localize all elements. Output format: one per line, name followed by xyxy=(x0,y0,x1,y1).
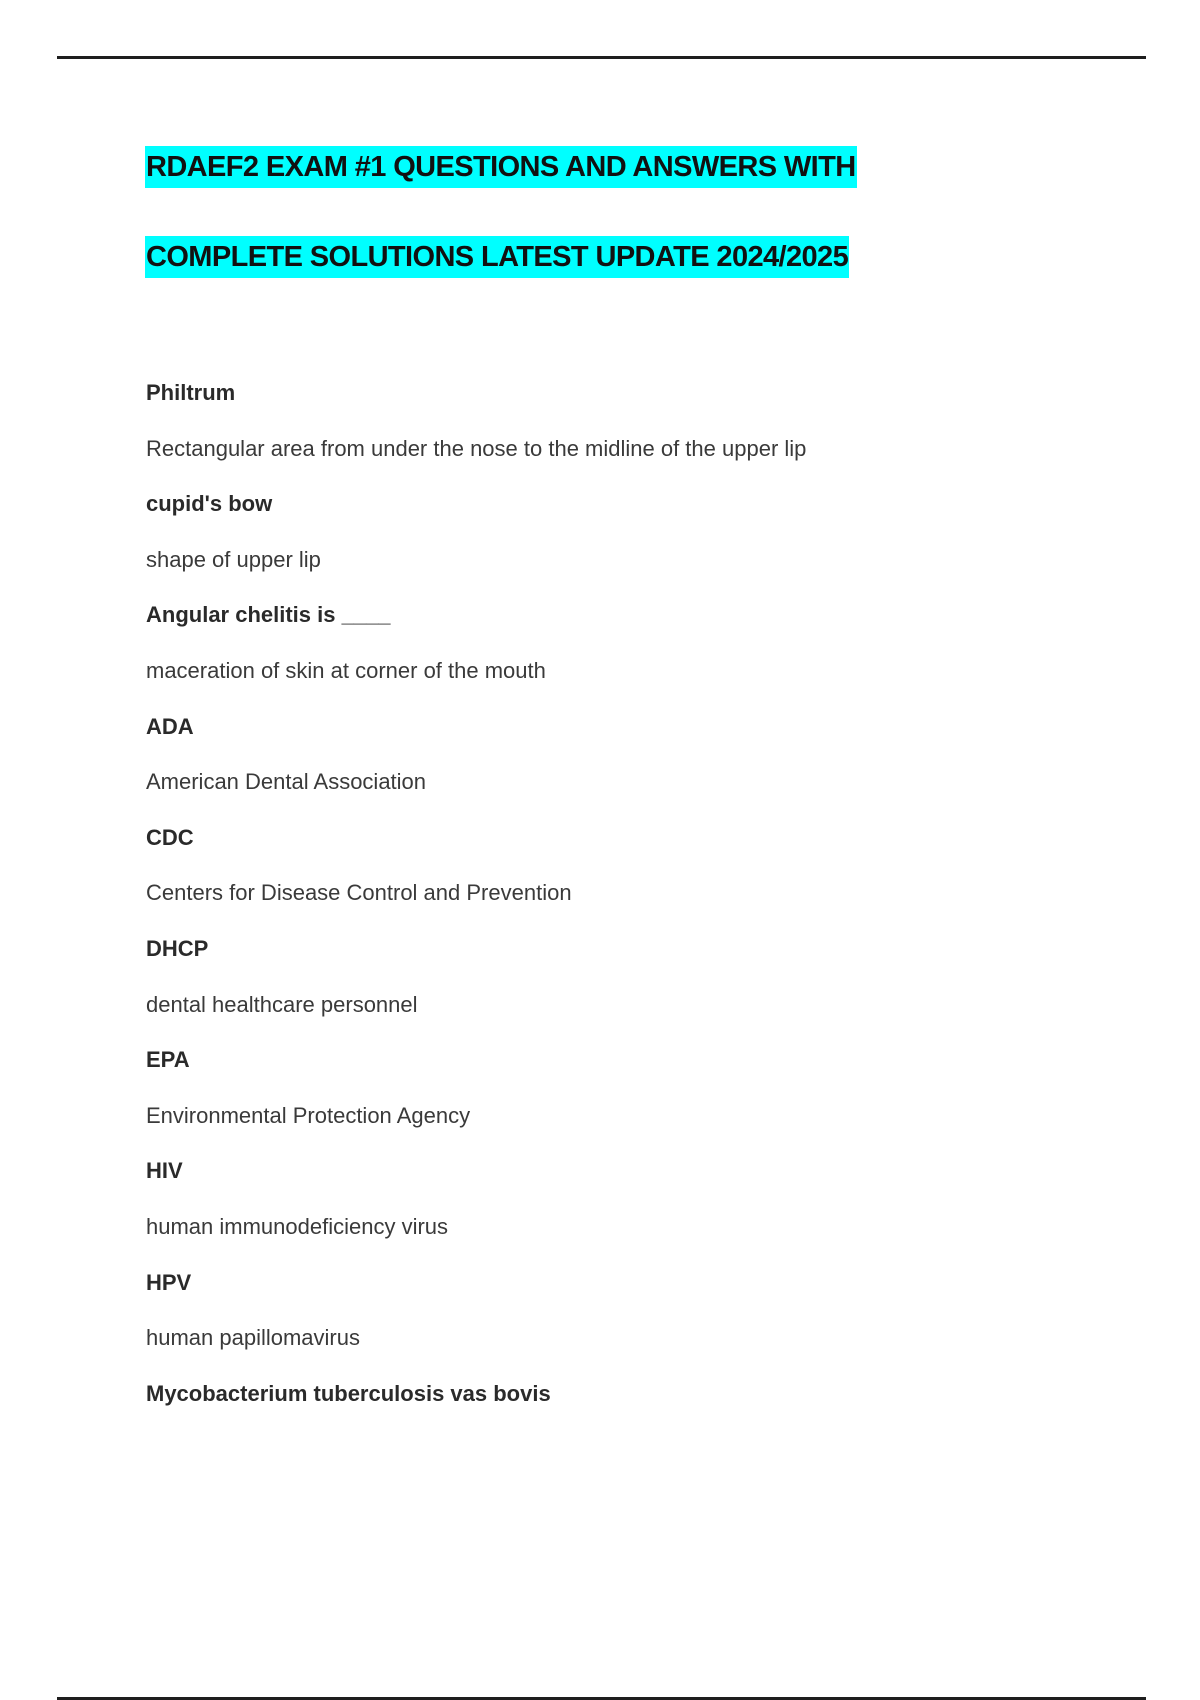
answer: American Dental Association xyxy=(146,769,427,795)
question: CDC xyxy=(146,824,194,850)
answer: shape of upper lip xyxy=(146,546,321,572)
answer: Centers for Disease Control and Prevention xyxy=(146,880,572,906)
answer: Environmental Protection Agency xyxy=(146,1102,471,1128)
question: DHCP xyxy=(146,935,209,961)
answer: maceration of skin at corner of the mouth xyxy=(146,657,546,683)
question: cupid's bow xyxy=(146,491,273,517)
header-rule xyxy=(57,56,1146,59)
answer: human immunodeficiency virus xyxy=(146,1213,449,1239)
answer: Rectangular area from under the nose to the midline of the upper lip xyxy=(146,435,807,461)
question: ADA xyxy=(146,713,194,739)
document-title-line-1: RDAEF2 EXAM #1 QUESTIONS AND ANSWERS WITH xyxy=(145,146,857,188)
qa-list xyxy=(146,380,806,1436)
answer: dental healthcare personnel xyxy=(146,991,418,1017)
question: HPV xyxy=(146,1269,192,1295)
question: Philtrum xyxy=(146,380,236,405)
document-title-line-2: COMPLETE SOLUTIONS LATEST UPDATE 2024/2025 xyxy=(145,236,849,278)
question: Mycobacterium tuberculosis vas bovis xyxy=(146,1380,551,1406)
question: HIV xyxy=(146,1158,183,1184)
answer: human papillomavirus xyxy=(146,1325,360,1351)
question: Angular chelitis is ____ xyxy=(146,602,391,628)
question: EPA xyxy=(146,1047,190,1073)
